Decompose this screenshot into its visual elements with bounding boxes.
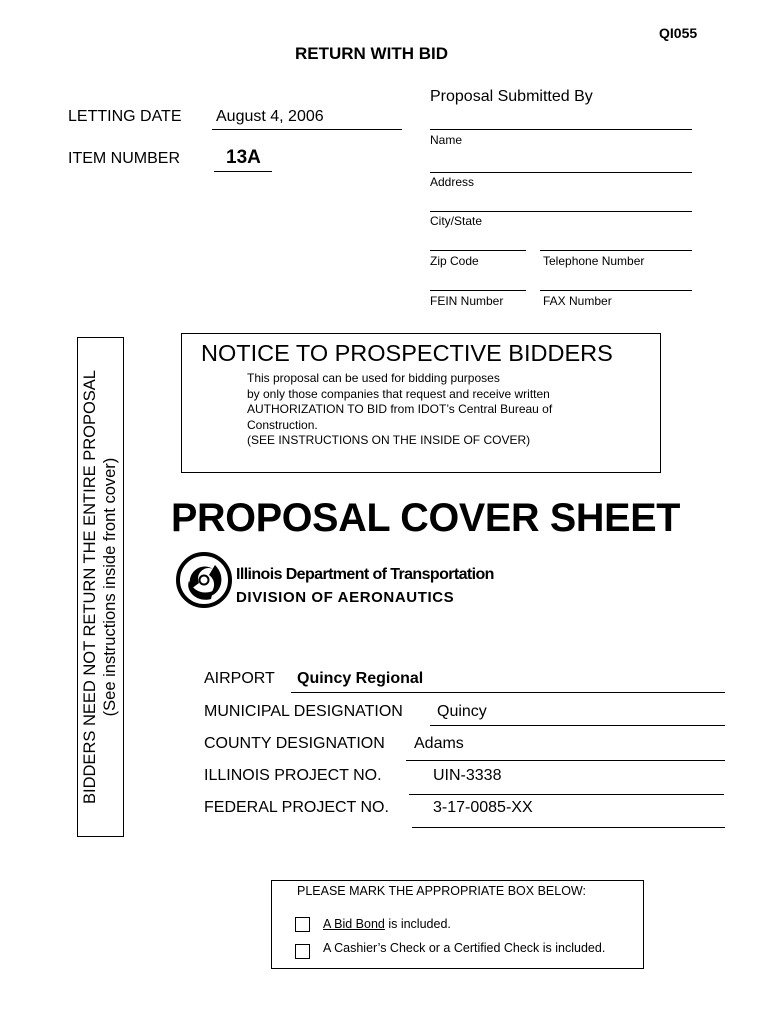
- fein-line: [430, 290, 526, 291]
- fax-label: FAX Number: [543, 294, 612, 308]
- agency-division: DIVISION OF AERONAUTICS: [236, 589, 455, 606]
- name-label: Name: [430, 133, 463, 147]
- bid-bond-link: A Bid Bond: [323, 917, 385, 931]
- bid-bond-option: [323, 917, 451, 931]
- notice-line-5: (SEE INSTRUCTIONS ON THE INSIDE OF COVER): [247, 433, 531, 447]
- submitted-by-title: Proposal Submitted By: [430, 88, 593, 105]
- federal-project-value: 3-17-0085-XX: [433, 799, 533, 816]
- notice-title: NOTICE TO PROSPECTIVE BIDDERS: [201, 340, 613, 366]
- return-with-bid-title: RETURN WITH BID: [295, 44, 448, 63]
- municipal-label: MUNICIPAL DESIGNATION: [204, 703, 403, 720]
- city-state-label: City/State: [430, 214, 483, 228]
- county-line: [406, 760, 725, 761]
- notice-line-3: AUTHORIZATION TO BID from IDOT’s Central Bureau of: [247, 402, 553, 416]
- item-number-line: [214, 171, 272, 172]
- item-number-label: ITEM NUMBER: [68, 150, 180, 167]
- bid-bond-checkbox[interactable]: [295, 917, 310, 932]
- cashiers-check-option: A Cashier’s Check or a Certified Check is included.: [323, 941, 606, 955]
- letting-date-value: August 4, 2006: [216, 108, 324, 125]
- cover-sheet-title: PROPOSAL COVER SHEET: [171, 496, 681, 540]
- address-line: [430, 172, 692, 173]
- airport-line: [291, 692, 725, 693]
- notice-line-4: Construction.: [247, 417, 318, 432]
- notice-body: [247, 371, 552, 449]
- federal-project-label: FEDERAL PROJECT NO.: [204, 799, 389, 816]
- agency-name: Illinois Department of Transportation: [236, 566, 494, 583]
- telephone-label: Telephone Number: [543, 254, 645, 268]
- fein-label: FEIN Number: [430, 294, 504, 308]
- zip-line: [430, 250, 526, 251]
- illinois-project-value: UIN-3338: [433, 767, 502, 784]
- idot-logo-icon: [175, 551, 233, 609]
- notice-line-1: This proposal can be used for bidding purposes: [247, 371, 500, 385]
- letting-date-line: [212, 129, 402, 130]
- city-state-line: [430, 211, 692, 212]
- address-label: Address: [430, 175, 475, 189]
- municipal-line: [430, 725, 725, 726]
- sidebar-line-2: (See instructions inside front cover): [101, 457, 119, 717]
- zip-label: Zip Code: [430, 254, 479, 268]
- letting-date-label: LETTING DATE: [68, 108, 182, 125]
- bid-security-instruction: PLEASE MARK THE APPROPRIATE BOX BELOW:: [297, 884, 586, 898]
- airport-value: Quincy Regional: [297, 670, 424, 687]
- telephone-line: [540, 250, 692, 251]
- fax-line: [540, 290, 692, 291]
- illinois-project-label: ILLINOIS PROJECT NO.: [204, 767, 382, 784]
- bid-bond-rest: is included.: [384, 917, 451, 931]
- item-number-value: 13A: [226, 147, 261, 168]
- federal-project-line: [412, 827, 725, 828]
- county-value: Adams: [414, 735, 464, 752]
- form-code: QI055: [659, 25, 698, 41]
- cashiers-check-checkbox[interactable]: [295, 944, 310, 959]
- sidebar-notice-text: [80, 337, 120, 837]
- illinois-project-line: [409, 794, 724, 795]
- notice-line-2: by only those companies that request and receive written: [247, 386, 550, 401]
- county-label: COUNTY DESIGNATION: [204, 735, 385, 752]
- airport-label: AIRPORT: [204, 670, 275, 687]
- municipal-value: Quincy: [437, 703, 487, 720]
- name-line: [430, 129, 692, 130]
- sidebar-line-1: BIDDERS NEED NOT RETURN THE ENTIRE PROPOSAL: [81, 370, 99, 804]
